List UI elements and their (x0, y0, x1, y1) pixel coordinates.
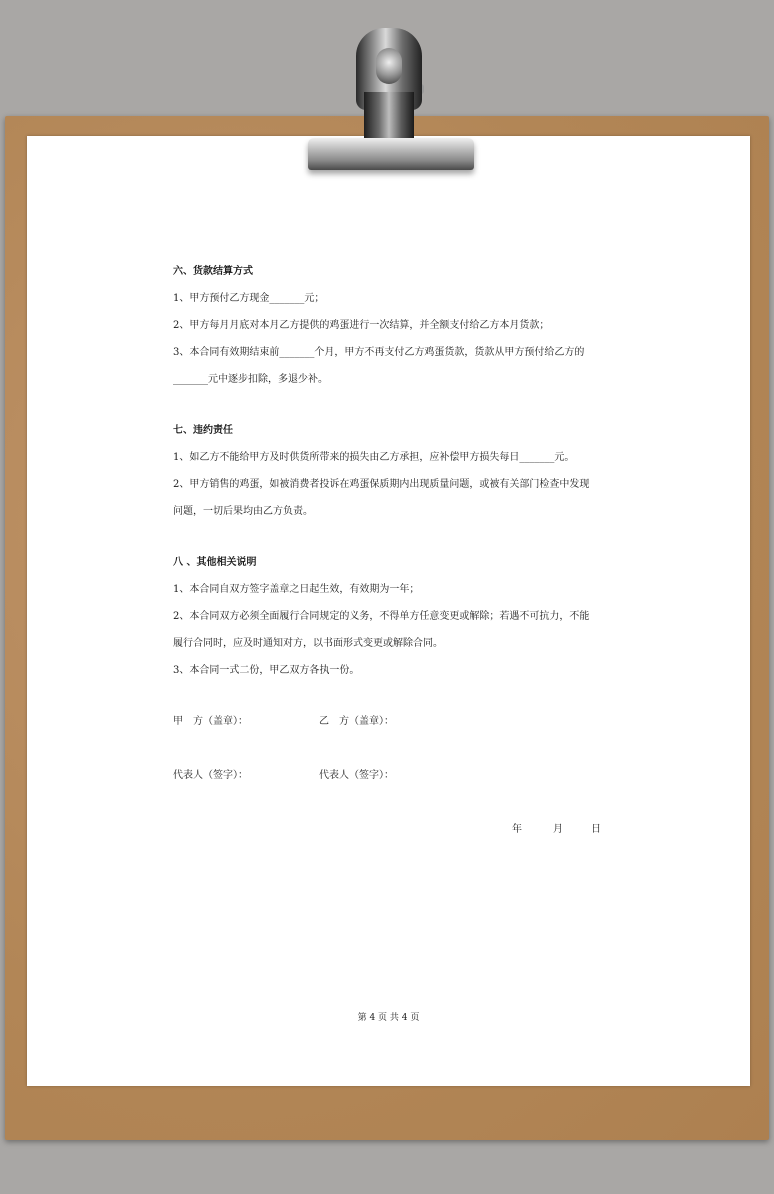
section-8-line-4: 3、本合同一式二份，甲乙双方各执一份。 (173, 665, 360, 676)
signature-row (173, 762, 613, 816)
clip-hole (376, 48, 402, 84)
party-b-seal-label: 乙 方（盖章）： (319, 716, 394, 727)
section-6-line-4: _______元中逐步扣除，多退少补。 (173, 374, 328, 385)
section-7-line-1: 1、如乙方不能给甲方及时供货所带来的损失由乙方承担，应补偿甲方损失每日_______元。 (173, 452, 575, 463)
section-6-line-3: 3、本合同有效期结束前_______个月，甲方不再支付乙方鸡蛋货款，货款从甲方预付给乙方的 (173, 347, 585, 358)
clip-plate (308, 138, 474, 170)
section-8-line-1: 1、本合同自双方签字盖章之日起生效，有效期为一年； (173, 584, 420, 595)
page-footer: 第 4 页 共 4 页 (357, 1013, 420, 1023)
section-6-line-2: 2、甲方每月月底对本月乙方提供的鸡蛋进行一次结算，并全额支付给乙方本月货款； (173, 320, 550, 331)
section-8-title: 八 、其他相关说明 (173, 557, 257, 568)
party-a-seal-label: 甲 方（盖章）： (173, 716, 248, 727)
section-7-line-3: 问题，一切后果均由乙方负责。 (173, 506, 313, 517)
date-month: 月 (553, 824, 563, 835)
section-7-title: 七、违约责任 (173, 425, 233, 436)
section-6-line-1: 1、甲方预付乙方现金_______元； (173, 293, 325, 304)
section-7-line-2: 2、甲方销售的鸡蛋，如被消费者投诉在鸡蛋保质期内出现质量问题，或被有关部门检查中发现 (173, 479, 590, 490)
date-day: 日 (591, 824, 601, 835)
date-year: 年 (512, 824, 522, 835)
party-a-rep-label: 代表人（签字）： (173, 770, 248, 781)
seal-row (173, 708, 613, 762)
clip-body (364, 92, 414, 140)
contract-text (173, 258, 613, 843)
section-6-title: 六、货款结算方式 (173, 266, 253, 277)
party-b-rep-label: 代表人（签字）： (319, 770, 394, 781)
date-row (173, 816, 613, 843)
section-8-line-2: 2、本合同双方必须全面履行合同规定的义务，不得单方任意变更或解除；若遇不可抗力，不能 (173, 611, 590, 622)
section-8-line-3: 履行合同时，应及时通知对方，以书面形式变更或解除合同。 (173, 638, 443, 649)
